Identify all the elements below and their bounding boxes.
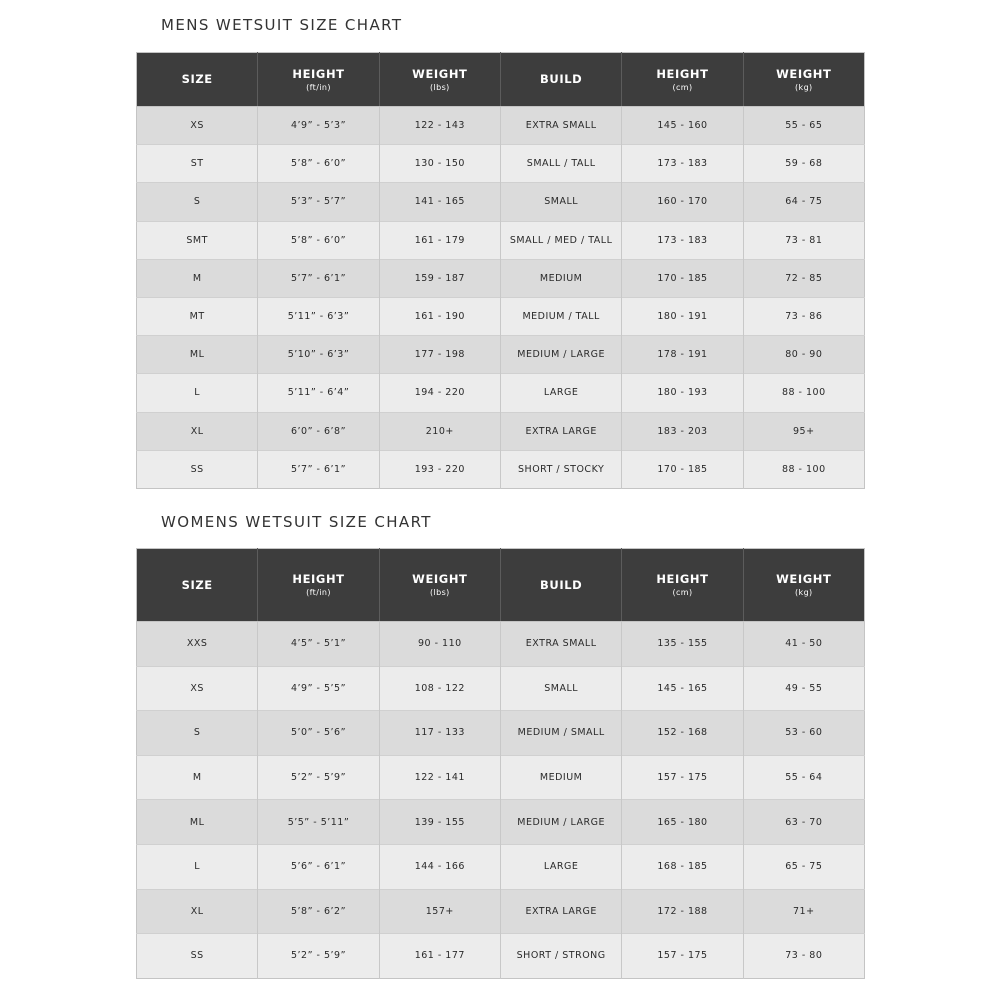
table-cell: MEDIUM / LARGE (500, 800, 621, 845)
mens-size-table (136, 52, 865, 489)
table-cell: 122 - 141 (379, 755, 500, 800)
table-cell: XXS (137, 622, 258, 667)
header-row (137, 53, 865, 107)
column-header (500, 549, 621, 622)
table-cell: 130 - 150 (379, 145, 500, 183)
table-cell: 180 - 193 (622, 374, 743, 412)
table-cell: L (137, 844, 258, 889)
table-cell: 49 - 55 (743, 666, 864, 711)
table-cell: 53 - 60 (743, 711, 864, 756)
table-row (137, 259, 865, 297)
column-header-label: BUILD (540, 72, 583, 86)
table-cell: 173 - 183 (622, 145, 743, 183)
table-cell: 157 - 175 (622, 934, 743, 979)
table-cell: SMT (137, 221, 258, 259)
table-row (137, 412, 865, 450)
table-cell: 5’8” - 6’0” (258, 145, 379, 183)
column-header-unit: (ft/in) (306, 82, 331, 92)
table-cell: 55 - 65 (743, 107, 864, 145)
table-cell: 5’0” - 5’6” (258, 711, 379, 756)
table-cell: EXTRA LARGE (500, 412, 621, 450)
mens-table-header (137, 53, 865, 107)
womens-chart-title: WOMENS WETSUIT SIZE CHART (161, 513, 432, 531)
table-cell: 178 - 191 (622, 336, 743, 374)
table-cell: 4’9” - 5’3” (258, 107, 379, 145)
table-cell: MEDIUM / SMALL (500, 711, 621, 756)
mens-chart-title: MENS WETSUIT SIZE CHART (161, 16, 403, 34)
column-header (137, 53, 258, 107)
table-cell: 55 - 64 (743, 755, 864, 800)
table-cell: ST (137, 145, 258, 183)
table-cell: S (137, 711, 258, 756)
womens-table-header (137, 549, 865, 622)
column-header-label: SIZE (181, 577, 213, 592)
table-cell: 160 - 170 (622, 183, 743, 221)
table-cell: 122 - 143 (379, 107, 500, 145)
table-cell: 170 - 185 (622, 450, 743, 488)
table-cell: 152 - 168 (622, 711, 743, 756)
table-cell: 161 - 177 (379, 934, 500, 979)
table-cell: ML (137, 336, 258, 374)
table-cell: 5’11” - 6’3” (258, 297, 379, 335)
column-header-label: WEIGHT (412, 66, 468, 81)
table-cell: 5’5” - 5’11” (258, 800, 379, 845)
table-cell: 173 - 183 (622, 221, 743, 259)
column-header-label: WEIGHT (412, 572, 468, 586)
table-cell: XL (137, 889, 258, 934)
table-row (137, 183, 865, 221)
column-header (258, 549, 379, 622)
table-cell: XS (137, 107, 258, 145)
table-cell: 145 - 165 (622, 666, 743, 711)
column-header (137, 549, 258, 622)
table-cell: MEDIUM / LARGE (500, 336, 621, 374)
table-row (137, 934, 865, 979)
table-cell: 5’7” - 6’1” (258, 259, 379, 297)
table-cell: 72 - 85 (743, 259, 864, 297)
table-row (137, 221, 865, 259)
table-cell: LARGE (500, 374, 621, 412)
table-cell: M (137, 755, 258, 800)
table-row (137, 336, 865, 374)
table-cell: SMALL (500, 183, 621, 221)
table-cell: 41 - 50 (743, 622, 864, 667)
column-header (743, 549, 864, 622)
table-cell: MEDIUM (500, 755, 621, 800)
table-cell: 5’8” - 6’0” (258, 221, 379, 259)
table-row (137, 107, 865, 145)
womens-size-table (136, 548, 865, 979)
table-cell: XS (137, 666, 258, 711)
table-cell: EXTRA LARGE (500, 889, 621, 934)
column-header-label: WEIGHT (776, 66, 832, 81)
table-row (137, 800, 865, 845)
table-cell: 5’2” - 5’9” (258, 755, 379, 800)
table-cell: 5’11” - 6’4” (258, 374, 379, 412)
table-cell: SS (137, 450, 258, 488)
table-row (137, 450, 865, 488)
table-cell: 73 - 80 (743, 934, 864, 979)
table-cell: SMALL / TALL (500, 145, 621, 183)
table-cell: 5’7” - 6’1” (258, 450, 379, 488)
column-header-label: HEIGHT (656, 66, 709, 81)
table-cell: 5’8” - 6’2” (258, 889, 379, 934)
column-header-unit: (lbs) (429, 588, 450, 597)
column-header (379, 549, 500, 622)
table-cell: XL (137, 412, 258, 450)
table-row (137, 374, 865, 412)
column-header-unit: (cm) (672, 588, 693, 597)
table-cell: 73 - 86 (743, 297, 864, 335)
table-cell: SHORT / STOCKY (500, 450, 621, 488)
column-header-unit: (lbs) (429, 82, 450, 92)
table-cell: 95+ (743, 412, 864, 450)
table-cell: LARGE (500, 844, 621, 889)
column-header (622, 549, 743, 622)
column-header (743, 53, 864, 107)
table-cell: 144 - 166 (379, 844, 500, 889)
table-cell: 170 - 185 (622, 259, 743, 297)
table-cell: ML (137, 800, 258, 845)
column-header-unit: (kg) (795, 588, 813, 597)
table-cell: SS (137, 934, 258, 979)
column-header (500, 53, 621, 107)
table-cell: 5’10” - 6’3” (258, 336, 379, 374)
table-cell: 63 - 70 (743, 800, 864, 845)
table-row (137, 711, 865, 756)
table-row (137, 622, 865, 667)
table-cell: 71+ (743, 889, 864, 934)
table-cell: MEDIUM (500, 259, 621, 297)
column-header (258, 53, 379, 107)
table-cell: SMALL (500, 666, 621, 711)
womens-table-body (137, 622, 865, 979)
table-cell: L (137, 374, 258, 412)
table-cell: 193 - 220 (379, 450, 500, 488)
table-row (137, 297, 865, 335)
table-cell: EXTRA SMALL (500, 107, 621, 145)
table-cell: 88 - 100 (743, 450, 864, 488)
table-cell: 157 - 175 (622, 755, 743, 800)
table-row (137, 889, 865, 934)
column-header-label: BUILD (540, 577, 583, 592)
table-cell: 59 - 68 (743, 145, 864, 183)
column-header (379, 53, 500, 107)
table-cell: MEDIUM / TALL (500, 297, 621, 335)
table-cell: MT (137, 297, 258, 335)
table-cell: 5’6” - 6’1” (258, 844, 379, 889)
table-cell: 183 - 203 (622, 412, 743, 450)
table-cell: SHORT / STRONG (500, 934, 621, 979)
table-cell: 65 - 75 (743, 844, 864, 889)
column-header-label: HEIGHT (656, 572, 709, 586)
table-cell: 117 - 133 (379, 711, 500, 756)
table-cell: 172 - 188 (622, 889, 743, 934)
table-cell: 180 - 191 (622, 297, 743, 335)
table-cell: 4’5” - 5’1” (258, 622, 379, 667)
table-cell: 73 - 81 (743, 221, 864, 259)
header-row (137, 549, 865, 622)
column-header-label: HEIGHT (292, 572, 345, 586)
table-cell: 64 - 75 (743, 183, 864, 221)
table-row (137, 666, 865, 711)
table-cell: 157+ (379, 889, 500, 934)
table-cell: SMALL / MED / TALL (500, 221, 621, 259)
column-header-label: HEIGHT (292, 66, 345, 81)
table-cell: 108 - 122 (379, 666, 500, 711)
table-cell: 159 - 187 (379, 259, 500, 297)
table-cell: 90 - 110 (379, 622, 500, 667)
table-cell: 88 - 100 (743, 374, 864, 412)
table-cell: 135 - 155 (622, 622, 743, 667)
column-header (622, 53, 743, 107)
table-cell: 4’9” - 5’5” (258, 666, 379, 711)
table-row (137, 145, 865, 183)
table-cell: 161 - 190 (379, 297, 500, 335)
table-cell: 5’3” - 5’7” (258, 183, 379, 221)
table-cell: 5’2” - 5’9” (258, 934, 379, 979)
mens-table-body (137, 107, 865, 489)
table-cell: 210+ (379, 412, 500, 450)
table-cell: 145 - 160 (622, 107, 743, 145)
table-cell: 177 - 198 (379, 336, 500, 374)
column-header-unit: (cm) (672, 82, 693, 92)
table-cell: 161 - 179 (379, 221, 500, 259)
column-header-unit: (ft/in) (306, 588, 331, 597)
table-cell: 139 - 155 (379, 800, 500, 845)
table-row (137, 844, 865, 889)
table-cell: 168 - 185 (622, 844, 743, 889)
table-cell: M (137, 259, 258, 297)
table-row (137, 755, 865, 800)
table-cell: 6’0” - 6’8” (258, 412, 379, 450)
table-cell: S (137, 183, 258, 221)
column-header-label: WEIGHT (776, 572, 832, 586)
table-cell: EXTRA SMALL (500, 622, 621, 667)
column-header-label: SIZE (181, 72, 213, 86)
table-cell: 80 - 90 (743, 336, 864, 374)
table-cell: 141 - 165 (379, 183, 500, 221)
column-header-unit: (kg) (795, 82, 813, 92)
table-cell: 194 - 220 (379, 374, 500, 412)
table-cell: 165 - 180 (622, 800, 743, 845)
